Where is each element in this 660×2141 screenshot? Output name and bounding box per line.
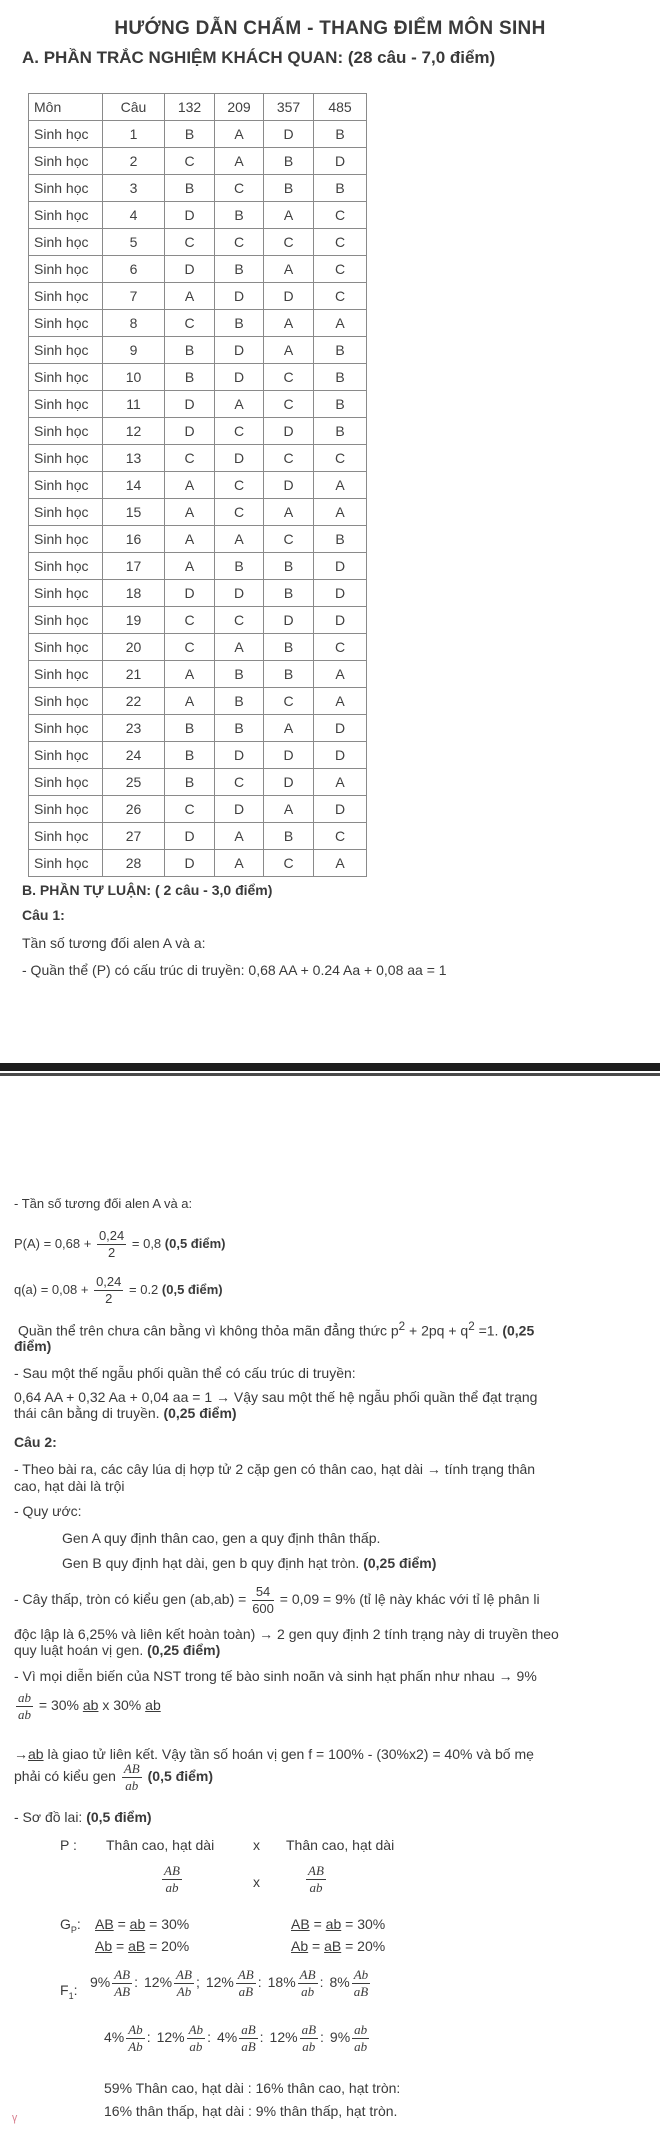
cell-code-132: C	[165, 445, 215, 472]
cell-question-number: 21	[103, 661, 165, 688]
gamete-left-2: Ab = aB = 20%	[95, 1938, 190, 1954]
points-label: (0,5 điểm)	[86, 1809, 152, 1825]
cell-code-209: B	[215, 688, 264, 715]
text-line: quy luật hoán vị gen. (0,25 điểm)	[14, 1642, 221, 1658]
fraction: $\frac{AB}{AB}$	[114, 1967, 131, 1999]
cell-code-357: D	[264, 742, 314, 769]
cell-code-485: B	[314, 121, 367, 148]
cell-code-485: C	[314, 256, 367, 283]
cell-code-485: D	[314, 580, 367, 607]
cell-question-number: 23	[103, 715, 165, 742]
fraction: $\frac{aB}{aB}$	[241, 2022, 256, 2054]
points-label: (0,25 điểm)	[147, 1642, 221, 1658]
cell-code-209: C	[215, 769, 264, 796]
cell-question-number: 17	[103, 553, 165, 580]
cell-subject: Sinh học	[29, 310, 103, 337]
cell-subject: Sinh học	[29, 337, 103, 364]
cell-subject: Sinh học	[29, 202, 103, 229]
header-code-209: 209	[215, 94, 264, 121]
cell-code-485: B	[314, 526, 367, 553]
header-cau: Câu	[103, 94, 165, 121]
f1-genotype: 12% $\frac{AB}{aB}$ :	[205, 1967, 262, 1999]
section-a-heading: A. PHẦN TRẮC NGHIỆM KHÁCH QUAN: (28 câu - 7,0 điểm)	[22, 48, 496, 67]
cell-question-number: 11	[103, 391, 165, 418]
f1-genotype: 12% $\frac{aB}{ab}$ :	[269, 2022, 324, 2054]
cell-code-485: D	[314, 715, 367, 742]
text-line: - Quy ước:	[14, 1503, 82, 1519]
f1-genotype: 12% $\frac{Ab}{ab}$ :	[156, 2022, 211, 2054]
table-row	[29, 256, 367, 283]
cell-subject: Sinh học	[29, 283, 103, 310]
cell-code-132: B	[165, 715, 215, 742]
cell-code-357: C	[264, 391, 314, 418]
cell-subject: Sinh học	[29, 148, 103, 175]
f1-genotype: 9% $\frac{AB}{AB}$ :	[90, 1967, 139, 1999]
cell-code-132: D	[165, 823, 215, 850]
cell-question-number: 22	[103, 688, 165, 715]
text-line: Tần số tương đối alen A và a:	[22, 935, 206, 951]
cell-code-209: C	[215, 229, 264, 256]
header-code-357: 357	[264, 94, 314, 121]
table-row	[29, 175, 367, 202]
table-row	[29, 796, 367, 823]
cell-question-number: 9	[103, 337, 165, 364]
cell-code-357: A	[264, 256, 314, 283]
cell-subject: Sinh học	[29, 472, 103, 499]
cell-code-132: D	[165, 418, 215, 445]
cell-code-485: D	[314, 607, 367, 634]
cell-question-number: 19	[103, 607, 165, 634]
cell-code-357: B	[264, 580, 314, 607]
header-code-485: 485	[314, 94, 367, 121]
cell-code-357: D	[264, 418, 314, 445]
cell-code-485: C	[314, 283, 367, 310]
cell-code-209: A	[215, 526, 264, 553]
cell-code-357: C	[264, 688, 314, 715]
text-line: độc lập là 6,25% và liên kết hoàn toàn) → 2 gen quy định 2 tính trạng này di truyền theo	[14, 1626, 559, 1642]
cell-question-number: 16	[103, 526, 165, 553]
text-line: - Vì mọi diễn biến của NST trong tế bào sinh noãn và sinh hạt phấn như nhau → 9%	[14, 1668, 537, 1684]
cell-code-209: A	[215, 391, 264, 418]
cell-code-357: C	[264, 364, 314, 391]
fraction: $\frac{AB}{ab}$	[164, 1863, 180, 1895]
points-label: điểm)	[14, 1338, 52, 1354]
question-1-heading: Câu 1:	[22, 907, 65, 923]
cell-code-209: A	[215, 823, 264, 850]
cell-question-number: 15	[103, 499, 165, 526]
fraction: $\frac{Ab}{ab}$	[188, 2022, 204, 2054]
fraction: $\frac{0,24}{2}$	[98, 1228, 125, 1260]
gamete-label: $G_P$:	[60, 1916, 81, 1935]
text-line: - Tần số tương đối alen A và a:	[14, 1196, 193, 1211]
table-row	[29, 823, 367, 850]
cell-question-number: 24	[103, 742, 165, 769]
cell-question-number: 10	[103, 364, 165, 391]
table-header-row	[29, 94, 367, 121]
table-row	[29, 499, 367, 526]
points-label: (0,25 điểm)	[163, 1405, 237, 1421]
cell-code-357: B	[264, 553, 314, 580]
cell-code-357: C	[264, 526, 314, 553]
cell-code-132: D	[165, 580, 215, 607]
f1-genotype: 18% $\frac{AB}{ab}$ :	[267, 1967, 324, 1999]
table-row	[29, 715, 367, 742]
cell-question-number: 4	[103, 202, 165, 229]
cell-subject: Sinh học	[29, 256, 103, 283]
cell-code-132: A	[165, 661, 215, 688]
table-row	[29, 769, 367, 796]
cell-question-number: 6	[103, 256, 165, 283]
equilibrium-line: Quần thể trên chưa cân bằng vì không thỏa mãn đẳng thức $p^2 + 2pq + q^2 =1$. (0,25	[18, 1320, 535, 1339]
text-line: - Theo bài ra, các cây lúa dị hợp tử 2 cặp gen có thân cao, hạt dài → tính trạng thân	[14, 1461, 536, 1477]
formula-qa: q(a) = 0,08 + $\frac{0,24}{2}$ = 0.2 (0,5 điểm)	[14, 1274, 223, 1306]
f1-genotypes-row-2	[104, 2022, 377, 2055]
cell-code-209: C	[215, 472, 264, 499]
cell-subject: Sinh học	[29, 553, 103, 580]
table-row	[29, 742, 367, 769]
f1-genotype: 9% $\frac{ab}{ab}$	[329, 2022, 368, 2054]
gamete-line: $\frac{ab}{ab}$ = 30% ab x 30% ab	[18, 1690, 161, 1722]
cross-symbol: x	[253, 1874, 260, 1890]
text-line: - Quần thể (P) có cấu trúc di truyền: 0,68 AA + 0.24 Aa + 0,08 aa = 1	[22, 962, 447, 978]
answer-table	[28, 93, 367, 877]
cell-code-132: D	[165, 202, 215, 229]
fraction: $\frac{Ab}{aB}$	[353, 1967, 369, 1999]
text-line: →ab là giao tử liên kết. Vậy tần số hoán vị gen f = 100% - (30%x2) = 40% và bố mẹ	[14, 1746, 534, 1762]
cell-code-132: A	[165, 526, 215, 553]
table-row	[29, 850, 367, 877]
table-row	[29, 634, 367, 661]
fraction: $\frac{ab}{ab}$	[18, 1690, 31, 1722]
formula-pA: P(A) = 0,68 + $\frac{0,24}{2}$ = 0,8 (0,5 điểm)	[14, 1228, 226, 1260]
cell-question-number: 2	[103, 148, 165, 175]
f1-genotype: 12% $\frac{AB}{Ab}$ ;	[144, 1967, 200, 1999]
parent-phenotype-right: Thân cao, hạt dài	[286, 1837, 395, 1853]
cell-code-485: C	[314, 445, 367, 472]
cell-code-209: B	[215, 715, 264, 742]
page-divider	[0, 1063, 660, 1071]
f1-genotype: 4% $\frac{aB}{aB}$ :	[216, 2022, 264, 2054]
cell-code-209: B	[215, 202, 264, 229]
cell-question-number: 8	[103, 310, 165, 337]
cell-code-132: A	[165, 499, 215, 526]
cell-subject: Sinh học	[29, 229, 103, 256]
cell-code-357: B	[264, 661, 314, 688]
points-label: (0,5 điểm)	[161, 1281, 223, 1297]
fraction: $\frac{AB}{aB}$	[237, 1967, 254, 1999]
points-label: (0,25	[502, 1322, 535, 1339]
table-row	[29, 418, 367, 445]
f1-genotype: 4% $\frac{Ab}{Ab}$ :	[104, 2022, 151, 2054]
table-row	[29, 310, 367, 337]
cell-code-485: D	[314, 742, 367, 769]
cell-code-485: A	[314, 472, 367, 499]
cross-diagram-heading: - Sơ đồ lai: (0,5 điểm)	[14, 1809, 152, 1825]
cell-code-209: A	[215, 148, 264, 175]
cell-code-132: B	[165, 121, 215, 148]
cell-code-357: D	[264, 472, 314, 499]
cell-code-132: B	[165, 175, 215, 202]
cell-subject: Sinh học	[29, 634, 103, 661]
gamete-right-2: Ab = aB = 20%	[291, 1938, 386, 1954]
cell-code-209: B	[215, 661, 264, 688]
cell-subject: Sinh học	[29, 418, 103, 445]
phenotype-ratio-line: 59% Thân cao, hạt dài : 16% thân cao, hạt tròn:	[104, 2080, 401, 2096]
text-line: Gen B quy định hạt dài, gen b quy định hạt tròn. (0,25 điểm)	[62, 1555, 437, 1571]
cell-code-132: C	[165, 148, 215, 175]
text-line: cao, hạt dài là trội	[14, 1478, 125, 1494]
cell-subject: Sinh học	[29, 742, 103, 769]
cell-question-number: 3	[103, 175, 165, 202]
cell-code-132: A	[165, 283, 215, 310]
cell-code-132: C	[165, 796, 215, 823]
cell-code-209: B	[215, 256, 264, 283]
cell-code-132: C	[165, 607, 215, 634]
cell-code-357: A	[264, 796, 314, 823]
parent-label: P :	[60, 1837, 77, 1853]
cell-code-209: D	[215, 283, 264, 310]
cell-code-132: C	[165, 229, 215, 256]
parent-genotype-right	[304, 1863, 328, 1896]
pen-mark: ᵞ	[12, 2112, 18, 2129]
cell-code-485: D	[314, 553, 367, 580]
cell-question-number: 5	[103, 229, 165, 256]
cell-code-209: D	[215, 580, 264, 607]
cell-code-209: B	[215, 553, 264, 580]
essay-answer-page	[0, 1078, 660, 2141]
cell-code-209: C	[215, 418, 264, 445]
cell-code-132: D	[165, 850, 215, 877]
cell-question-number: 13	[103, 445, 165, 472]
gamete-right-1: AB = ab = 30%	[291, 1916, 386, 1932]
cell-code-209: D	[215, 742, 264, 769]
cell-code-485: A	[314, 499, 367, 526]
cell-code-485: A	[314, 661, 367, 688]
cell-code-357: D	[264, 283, 314, 310]
cell-code-357: A	[264, 310, 314, 337]
cell-subject: Sinh học	[29, 823, 103, 850]
points-label: (0,5 điểm)	[147, 1768, 213, 1785]
cell-code-357: A	[264, 202, 314, 229]
fraction: $\frac{54}{600}$	[252, 1584, 274, 1616]
table-row	[29, 580, 367, 607]
cell-code-485: B	[314, 391, 367, 418]
document-title: HƯỚNG DẪN CHẤM - THANG ĐIỂM MÔN SINH	[114, 18, 546, 39]
table-row	[29, 121, 367, 148]
cell-code-485: B	[314, 364, 367, 391]
cell-code-357: A	[264, 337, 314, 364]
cell-code-485: D	[314, 796, 367, 823]
table-row	[29, 553, 367, 580]
cell-code-485: C	[314, 823, 367, 850]
cell-code-485: A	[314, 310, 367, 337]
table-row	[29, 337, 367, 364]
cell-code-485: A	[314, 688, 367, 715]
cell-subject: Sinh học	[29, 661, 103, 688]
cell-code-132: A	[165, 553, 215, 580]
cell-question-number: 18	[103, 580, 165, 607]
cell-subject: Sinh học	[29, 391, 103, 418]
cell-code-357: B	[264, 823, 314, 850]
cell-subject: Sinh học	[29, 364, 103, 391]
points-label: (0,25 điểm)	[363, 1555, 437, 1571]
parent-genotype-line: phải có kiểu gen $\frac{AB}{ab}$ (0,5 điểm)	[14, 1761, 213, 1793]
gamete-left-1: AB = ab = 30%	[95, 1916, 190, 1932]
fraction: $\frac{AB}{ab}$	[299, 1967, 316, 1999]
answer-table-body	[29, 121, 367, 877]
cell-code-209: A	[215, 634, 264, 661]
cell-code-485: B	[314, 337, 367, 364]
cell-code-132: B	[165, 337, 215, 364]
f1-genotype: 8% $\frac{Ab}{aB}$	[329, 1967, 369, 1999]
cell-code-357: B	[264, 148, 314, 175]
f1-label: $F_1$:	[60, 1982, 78, 2001]
header-code-132: 132	[165, 94, 215, 121]
cell-question-number: 7	[103, 283, 165, 310]
cell-code-132: A	[165, 688, 215, 715]
cell-subject: Sinh học	[29, 688, 103, 715]
cell-code-132: D	[165, 391, 215, 418]
fraction: $\frac{aB}{ab}$	[301, 2022, 317, 2054]
cell-subject: Sinh học	[29, 121, 103, 148]
table-row	[29, 229, 367, 256]
cell-code-485: D	[314, 148, 367, 175]
cell-subject: Sinh học	[29, 796, 103, 823]
cell-code-485: C	[314, 202, 367, 229]
page-divider	[0, 1073, 660, 1076]
cell-code-132: B	[165, 769, 215, 796]
text-line: - Sau một thế ngẫu phối quần thể có cấu trúc di truyền:	[14, 1365, 356, 1381]
cell-subject: Sinh học	[29, 499, 103, 526]
cell-code-132: D	[165, 256, 215, 283]
cell-code-357: C	[264, 850, 314, 877]
answer-key-page	[0, 0, 660, 1063]
cell-code-357: C	[264, 445, 314, 472]
text-line: thái cân bằng di truyền. (0,25 điểm)	[14, 1405, 237, 1421]
cell-subject: Sinh học	[29, 715, 103, 742]
cell-code-132: B	[165, 742, 215, 769]
cell-question-number: 26	[103, 796, 165, 823]
cell-question-number: 14	[103, 472, 165, 499]
parent-phenotype-left: Thân cao, hạt dài	[106, 1837, 215, 1853]
fraction: $\frac{Ab}{Ab}$	[128, 2022, 143, 2054]
f1-genotypes-row-1	[90, 1967, 378, 2000]
text-line: Gen A quy định thân cao, gen a quy định thân thấp.	[62, 1530, 381, 1546]
table-row	[29, 526, 367, 553]
cell-code-357: D	[264, 607, 314, 634]
cell-code-209: A	[215, 121, 264, 148]
cell-question-number: 1	[103, 121, 165, 148]
phenotype-ratio-line: 16% thân thấp, hạt dài : 9% thân thấp, hạt tròn.	[104, 2103, 398, 2119]
section-b-heading: B. PHẦN TỰ LUẬN: ( 2 câu - 3,0 điểm)	[22, 882, 273, 898]
cell-code-132: B	[165, 364, 215, 391]
text-line: 0,64 AA + 0,32 Aa + 0,04 aa = 1 → Vậy sau một thế hệ ngẫu phối quần thể đạt trạng	[14, 1389, 538, 1405]
cell-code-209: C	[215, 499, 264, 526]
cell-code-132: A	[165, 472, 215, 499]
cell-subject: Sinh học	[29, 850, 103, 877]
cell-code-209: C	[215, 607, 264, 634]
short-round-line: - Cây thấp, tròn có kiểu gen (ab,ab) = $\frac{54}{600}$ = 0,09 = 9% (tỉ lệ này khác với tỉ lệ phân li	[14, 1584, 540, 1616]
table-row	[29, 607, 367, 634]
cell-code-209: C	[215, 175, 264, 202]
cell-code-209: B	[215, 310, 264, 337]
cell-subject: Sinh học	[29, 175, 103, 202]
cell-question-number: 28	[103, 850, 165, 877]
table-row	[29, 472, 367, 499]
cell-subject: Sinh học	[29, 526, 103, 553]
cell-subject: Sinh học	[29, 445, 103, 472]
cell-code-357: D	[264, 121, 314, 148]
parent-genotype-left	[160, 1863, 184, 1896]
cell-code-485: C	[314, 634, 367, 661]
cell-code-209: D	[215, 445, 264, 472]
cell-code-209: D	[215, 796, 264, 823]
table-row	[29, 391, 367, 418]
table-row	[29, 688, 367, 715]
cell-code-132: C	[165, 634, 215, 661]
cell-code-357: A	[264, 715, 314, 742]
header-mon: Môn	[29, 94, 103, 121]
cell-question-number: 20	[103, 634, 165, 661]
table-row	[29, 445, 367, 472]
cell-subject: Sinh học	[29, 580, 103, 607]
cell-code-485: A	[314, 769, 367, 796]
question-2-heading: Câu 2:	[14, 1434, 57, 1450]
cell-code-485: C	[314, 229, 367, 256]
cell-code-209: D	[215, 364, 264, 391]
cell-question-number: 25	[103, 769, 165, 796]
fraction: $\frac{ab}{ab}$	[354, 2022, 368, 2054]
fraction: $\frac{AB}{ab}$	[308, 1863, 324, 1895]
cell-code-357: C	[264, 229, 314, 256]
table-row	[29, 283, 367, 310]
points-label: (0,5 điểm)	[164, 1235, 226, 1251]
cell-subject: Sinh học	[29, 607, 103, 634]
cell-code-485: B	[314, 418, 367, 445]
cell-code-209: D	[215, 337, 264, 364]
table-row	[29, 661, 367, 688]
cell-question-number: 12	[103, 418, 165, 445]
table-row	[29, 364, 367, 391]
cell-code-357: B	[264, 634, 314, 661]
cell-code-357: D	[264, 769, 314, 796]
cell-subject: Sinh học	[29, 769, 103, 796]
table-row	[29, 202, 367, 229]
fraction: $\frac{0,24}{2}$	[96, 1274, 122, 1306]
fraction: $\frac{AB}{ab}$	[123, 1761, 140, 1793]
cell-code-132: C	[165, 310, 215, 337]
cell-code-485: B	[314, 175, 367, 202]
cell-code-485: A	[314, 850, 367, 877]
cell-code-357: A	[264, 499, 314, 526]
table-row	[29, 148, 367, 175]
cross-symbol: x	[253, 1837, 260, 1853]
cell-code-357: B	[264, 175, 314, 202]
fraction: $\frac{AB}{Ab}$	[176, 1967, 192, 1999]
cell-question-number: 27	[103, 823, 165, 850]
cell-code-209: A	[215, 850, 264, 877]
